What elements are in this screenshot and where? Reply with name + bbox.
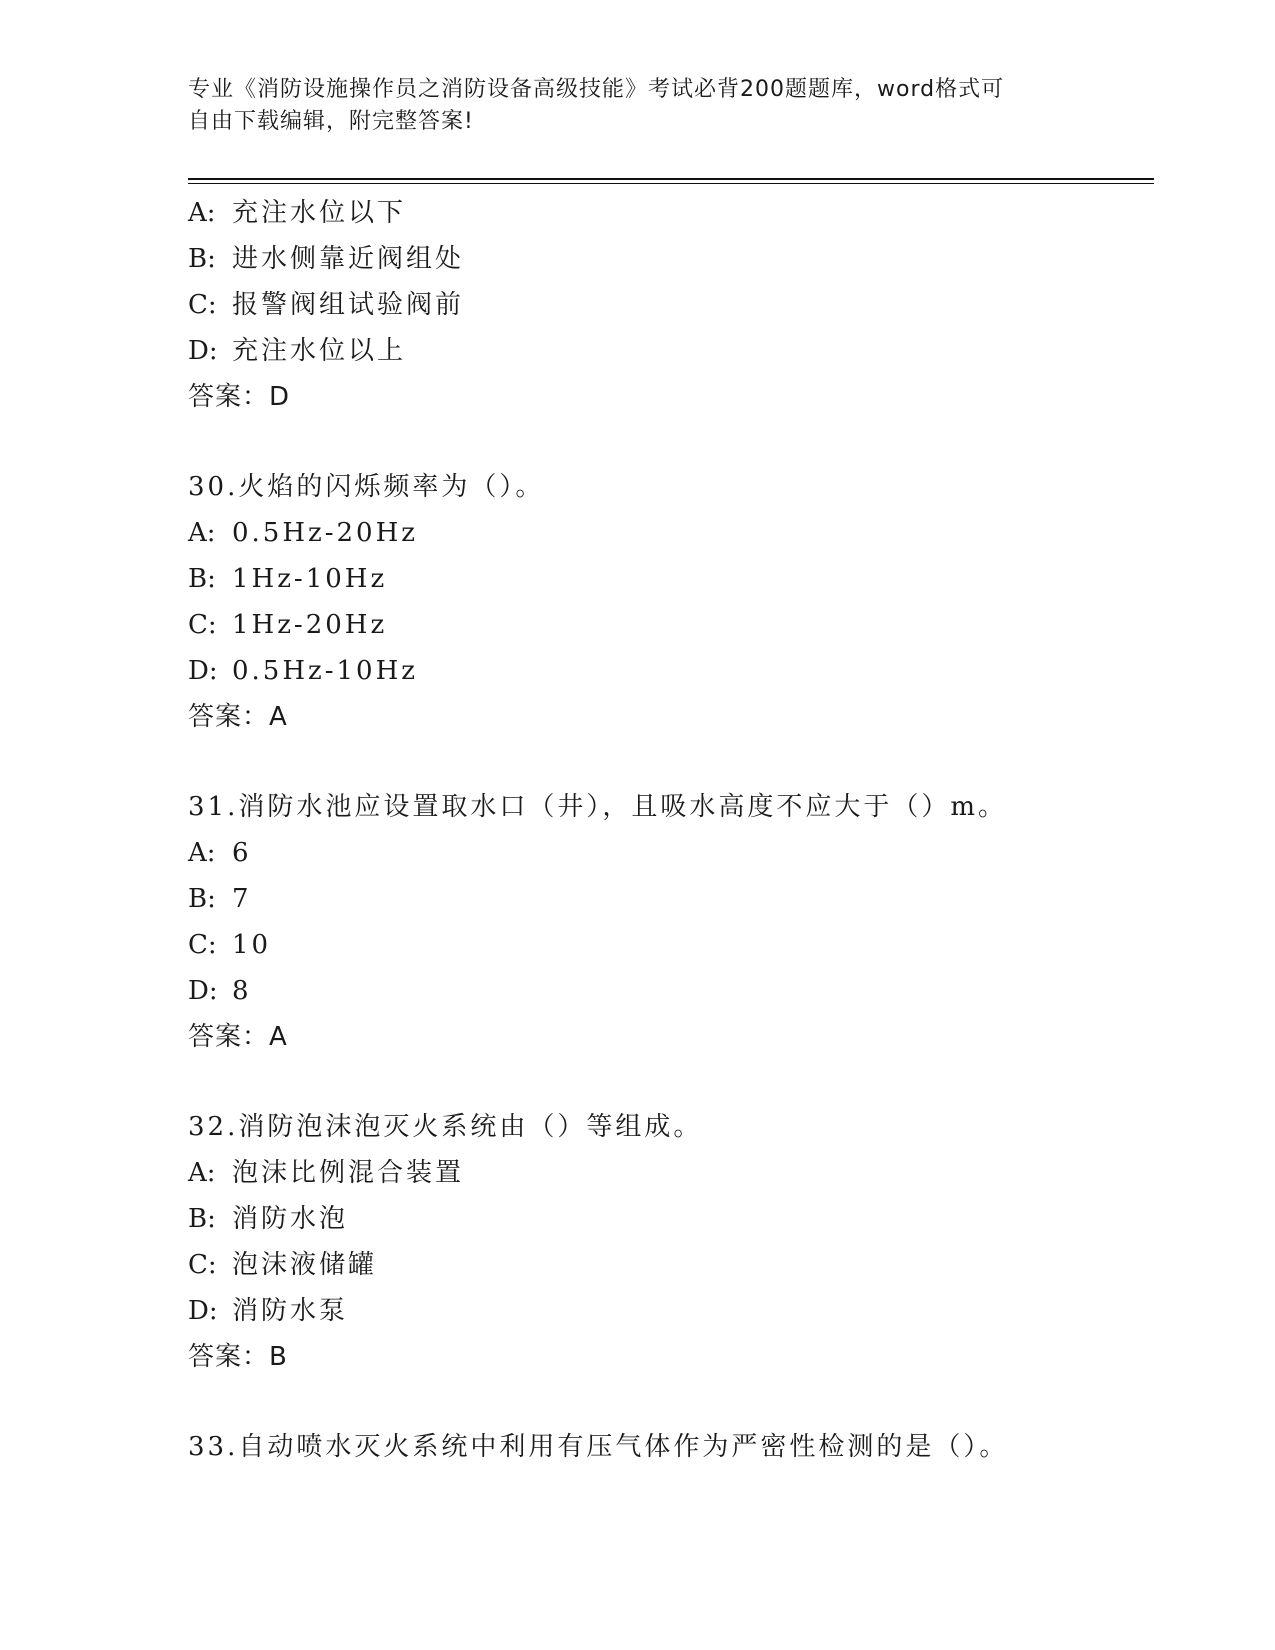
option-b xyxy=(188,1196,1154,1242)
question-text: 33.自动喷水灭火系统中利用有压气体作为严密性检测的是（）。 xyxy=(188,1432,1009,1462)
option-text: 充注水位以下 xyxy=(232,198,407,228)
option-b xyxy=(188,236,1154,282)
option-d xyxy=(188,648,1154,694)
option-text: 报警阀组试验阀前 xyxy=(232,290,465,320)
answer-line: 答案：A xyxy=(188,1022,288,1052)
option-label: B: xyxy=(188,244,216,274)
option-a xyxy=(188,830,1154,876)
question-block xyxy=(188,1104,1154,1380)
option-a xyxy=(188,510,1154,556)
option-d xyxy=(188,328,1154,374)
option-label: D: xyxy=(188,336,218,366)
option-text: 1Hz-20Hz xyxy=(232,610,388,640)
question-text: 31.消防水池应设置取水口（井），且吸水高度不应大于（）m。 xyxy=(188,792,1008,822)
question-text: 32.消防泡沫泡灭火系统由（）等组成。 xyxy=(188,1112,703,1142)
header-rule-thin xyxy=(188,183,1154,184)
document-header xyxy=(188,74,1088,138)
option-text: 6 xyxy=(232,838,252,868)
option-label: A: xyxy=(188,838,216,868)
option-label: C: xyxy=(188,1250,217,1280)
option-text: 0.5Hz-10Hz xyxy=(232,656,418,686)
option-label: A: xyxy=(188,1158,216,1188)
header-line-2: 自由下载编辑，附完整答案! xyxy=(188,109,474,134)
option-text: 消防水泡 xyxy=(232,1204,349,1234)
option-label: A: xyxy=(188,198,216,228)
question-block xyxy=(188,464,1154,740)
option-label: C: xyxy=(188,930,217,960)
question-block xyxy=(188,784,1154,1060)
option-c xyxy=(188,282,1154,328)
option-label: D: xyxy=(188,656,218,686)
question-block xyxy=(188,190,1154,420)
option-label: D: xyxy=(188,1296,218,1326)
option-d xyxy=(188,968,1154,1014)
answer-line: 答案：D xyxy=(188,382,291,412)
header-rule-thick xyxy=(188,178,1154,180)
option-c xyxy=(188,922,1154,968)
answer-line: 答案：A xyxy=(188,702,288,732)
option-label: C: xyxy=(188,290,217,320)
option-c xyxy=(188,1242,1154,1288)
option-text: 10 xyxy=(232,930,272,960)
question-block xyxy=(188,1424,1154,1470)
option-label: A: xyxy=(188,518,216,548)
option-text: 泡沫液储罐 xyxy=(232,1250,378,1280)
option-text: 消防水泵 xyxy=(232,1296,349,1326)
option-a xyxy=(188,190,1154,236)
header-line-1: 专业《消防设施操作员之消防设备高级技能》考试必背200题题库，word格式可 xyxy=(188,77,1005,102)
option-text: 0.5Hz-20Hz xyxy=(232,518,418,548)
option-label: B: xyxy=(188,1204,216,1234)
question-list xyxy=(188,190,1154,1470)
option-text: 8 xyxy=(232,976,252,1006)
option-label: B: xyxy=(188,884,216,914)
question-text: 30.火焰的闪烁频率为（）。 xyxy=(188,472,545,502)
option-d xyxy=(188,1288,1154,1334)
option-label: C: xyxy=(188,610,217,640)
option-text: 充注水位以上 xyxy=(232,336,407,366)
option-text: 泡沫比例混合装置 xyxy=(232,1158,465,1188)
option-c xyxy=(188,602,1154,648)
option-text: 1Hz-10Hz xyxy=(232,564,388,594)
option-label: B: xyxy=(188,564,216,594)
option-text: 7 xyxy=(232,884,252,914)
option-text: 进水侧靠近阀组处 xyxy=(232,244,465,274)
option-b xyxy=(188,876,1154,922)
option-b xyxy=(188,556,1154,602)
answer-line: 答案：B xyxy=(188,1342,288,1372)
option-label: D: xyxy=(188,976,218,1006)
option-a xyxy=(188,1150,1154,1196)
